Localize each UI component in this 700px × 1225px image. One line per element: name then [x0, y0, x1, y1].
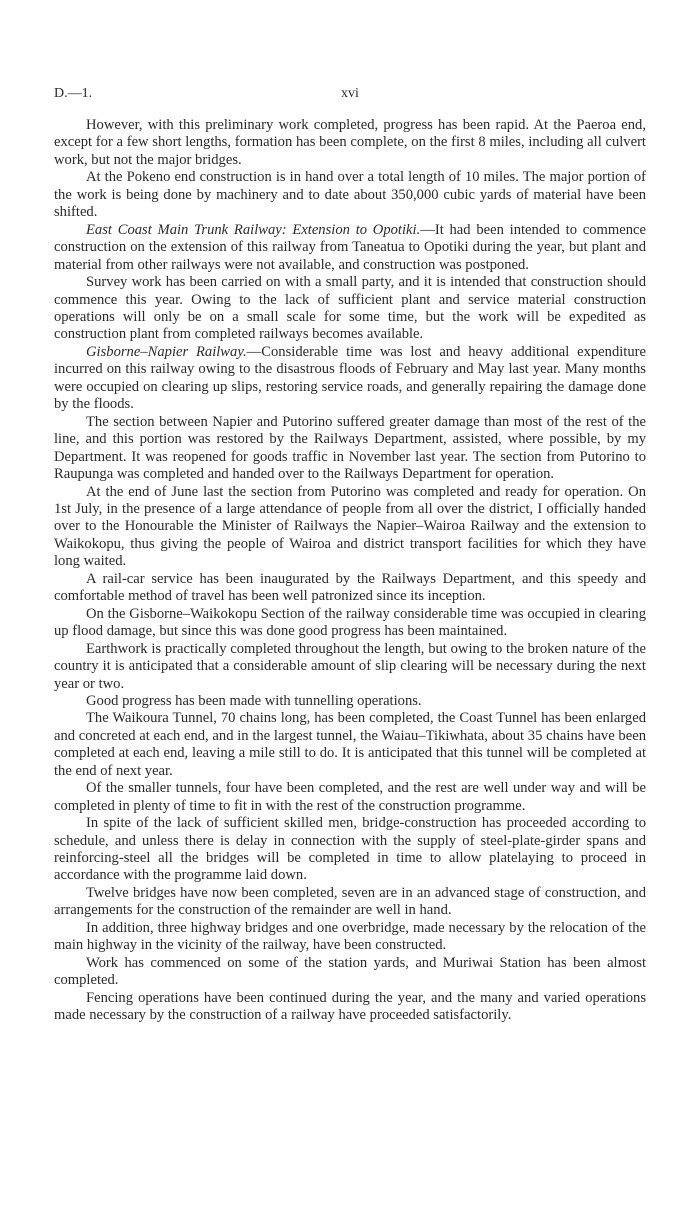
paragraph: At the Pokeno end construction is in hand over a total length of 10 miles. The major portion of the work is being done by machinery and to date about 350,000 cubic yards of material have been shifted.	[54, 169, 646, 221]
paragraph: A rail-car service has been inaugurated by the Railways Department, and this speedy and comfortable method of travel has been well patronized since its inception.	[54, 570, 646, 605]
paragraph: The Waikoura Tunnel, 70 chains long, has been completed, the Coast Tunnel has been enlarged and concreted at each end, and in the largest tunnel, the Waiau–Tikiwhata, about 35 chains have been completed at each end, leaving a mile still to do. It is anticipated that this tunnel will be completed at the end of next year.	[54, 710, 646, 779]
paragraph: Survey work has been carried on with a small party, and it is intended that construction should commence this year. Owing to the lack of sufficient plant and service material construction operations will only be on a small scale for some time, but the work will be expedited as construction plant from completed railways becomes available.	[54, 274, 646, 343]
body-text	[54, 117, 646, 1025]
document-reference: D.—1.	[54, 86, 93, 101]
page-header	[54, 86, 646, 106]
paragraph: In addition, three highway bridges and one overbridge, made necessary by the relocation of the main highway in the vicinity of the railway, have been constructed.	[54, 919, 646, 954]
paragraph: Of the smaller tunnels, four have been completed, and the rest are well under way and will be completed in plenty of time to fit in with the rest of the construction programme.	[54, 780, 646, 814]
paragraph: Fencing operations have been continued during the year, and the many and varied operations made necessary by the construction of a railway have proceeded satisfactorily.	[54, 989, 646, 1024]
section-heading: Gisborne–Napier Railway.	[86, 343, 247, 360]
section-heading: East Coast Main Trunk Railway: Extension to Opotiki.	[86, 221, 421, 238]
paragraph: Earthwork is practically completed throughout the length, but owing to the broken nature of the country it is anticipated that a considerable amount of slip clearing will be necessary during the next year or two.	[54, 640, 646, 692]
paragraph: On the Gisborne–Waikokopu Section of the railway considerable time was occupied in clearing up flood damage, but since this was done good progress has been maintained.	[54, 605, 646, 640]
paragraph: East Coast Main Trunk Railway: Extension to Opotiki.—It had been intended to commence construction on the extension of this railway from Taneatua to Opotiki during the year, but plant and material from other railways were not available, and construction was postponed.	[54, 221, 646, 273]
page-number: xvi	[341, 86, 359, 101]
paragraph: In spite of the lack of sufficient skilled men, bridge-construction has proceeded according to schedule, and unless there is delay in connection with the supply of steel-plate-girder spans and reinforcing-steel all the bridges will be completed in time to allow platelaying to proceed in accordance with the programme laid down.	[54, 815, 646, 884]
paragraph: Twelve bridges have now been completed, seven are in an advanced stage of construction, and arrangements for the construction of the remainder are well in hand.	[54, 884, 646, 919]
paragraph: Good progress has been made with tunnelling operations.	[86, 692, 422, 709]
paragraph: Work has commenced on some of the station yards, and Muriwai Station has been almost completed.	[54, 954, 646, 989]
paragraph: However, with this preliminary work completed, progress has been rapid. At the Paeroa end, except for a few short lengths, formation has been complete, on the first 8 miles, including all culvert work, but not the major bridges.	[54, 117, 646, 168]
paragraph: Gisborne–Napier Railway.—Considerable time was lost and heavy additional expenditure incurred on this railway owing to the disastrous floods of February and May last year. Many months were occupied on clearing up slips, restoring service roads, and generally repairing the damage done by the floods.	[54, 343, 646, 413]
paragraph: The section between Napier and Putorino suffered greater damage than most of the rest of the line, and this portion was restored by the Railways Department, assisted, where possible, by my Department. It was reopened for goods traffic in November last year. The section from Putorino to Raupunga was completed and handed over to the Railways Department for operation.	[54, 413, 646, 483]
paragraph: At the end of June last the section from Putorino was completed and ready for operation. On 1st July, in the presence of a large attendance of people from all over the district, I officially handed over to the Honourable the Minister of Railways the Napier–Wairoa Railway and the extension to Waikokopu, thus giving the people of Wairoa and district transport facilities for which they have long waited.	[54, 483, 646, 570]
